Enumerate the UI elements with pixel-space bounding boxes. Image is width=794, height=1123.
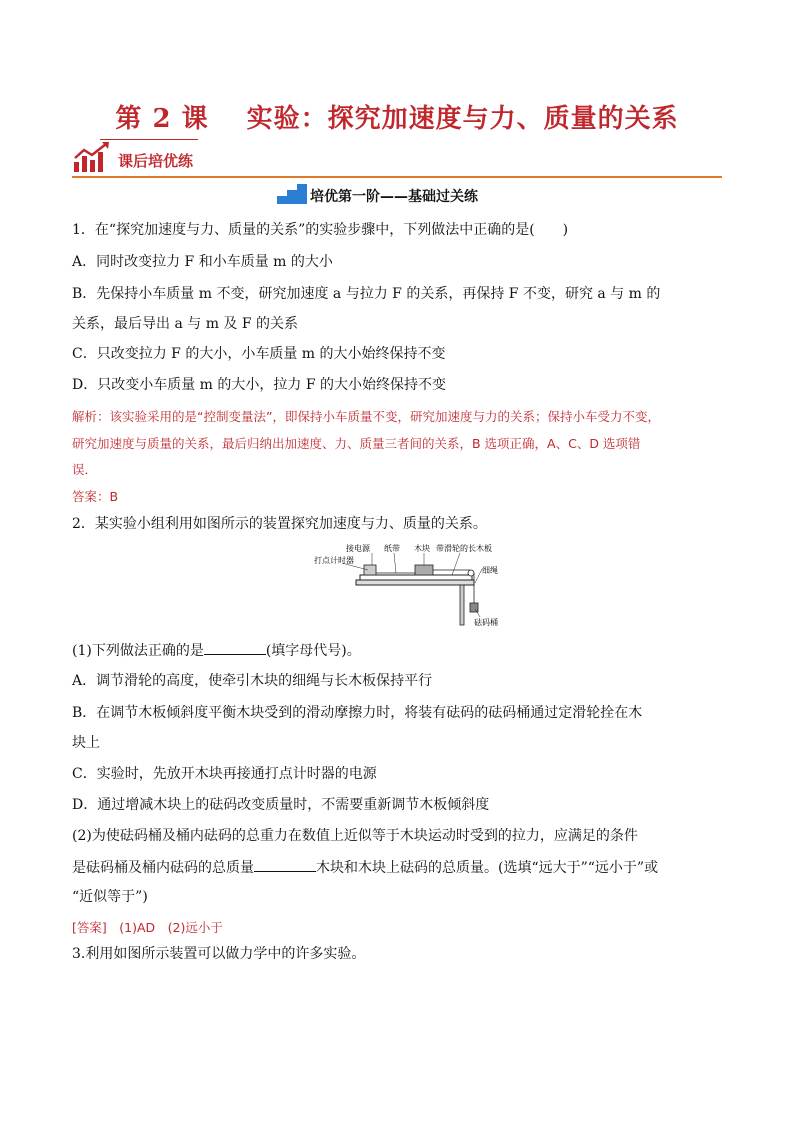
label-power: 接电源 — [346, 544, 370, 553]
growth-chart-icon — [72, 140, 112, 174]
q2-option-d: D．通过增减木块上的砝码改变质量时，不需要重新调节木板倾斜度 — [72, 797, 490, 813]
q1-analysis-line3: 误． — [72, 462, 98, 477]
stairs-icon — [277, 184, 307, 204]
q1-analysis-line2: 研究加速度与质量的关系，最后归纳出加速度、力、质量三者间的关系，B 选项正确，A、C、D 选项错 — [72, 436, 641, 451]
label-tape: 纸带 — [384, 544, 400, 553]
page-title — [0, 98, 794, 135]
q2-option-c: C．实验时，先放开木块再接通打点计时器的电源 — [72, 766, 377, 782]
q1-option-b-line2: 关系，最后导出 a 与 m 及 F 的关系 — [72, 316, 299, 332]
q2-option-b-line1: B．在调节木板倾斜度平衡木块受到的滑动摩擦力时，将装有砝码的砝码桶通过定滑轮拴在木 — [72, 705, 643, 721]
q2-stem: 2．某实验小组利用如图所示的装置探究加速度与力、质量的关系。 — [72, 516, 487, 532]
q2-part2-suffix: 木块和木块上砝码的总质量。(选填“远大于”“远小于”或 — [316, 860, 659, 876]
q1-option-c: C．只改变拉力 F 的大小，小车质量 m 的大小始终保持不变 — [72, 346, 446, 362]
q2-option-a: A．调节滑轮的高度，使牵引木块的细绳与长木板保持平行 — [72, 673, 433, 689]
q2-part1-prefix: (1)下列做法正确的是 — [72, 643, 204, 659]
q2-part1-suffix: (填字母代号)。 — [265, 643, 361, 659]
title-underline — [100, 139, 198, 140]
label-bucket: 砝码桶 — [474, 618, 498, 627]
q2-answer: [答案] (1)AD (2)远小于 — [72, 920, 223, 935]
q3-stem: 3.利用如图所示装置可以做力学中的许多实验。 — [72, 946, 366, 962]
q1-analysis-line1: 解析：该实验采用的是“控制变量法”，即保持小车质量不变，研究加速度与力的关系；保持小车受力不变， — [72, 409, 660, 424]
label-board: 带滑轮的长木板 — [436, 544, 492, 553]
q2-part2-prefix: 是砝码桶及桶内砝码的总质量 — [72, 860, 254, 876]
section-label: 课后培优练 — [118, 152, 194, 170]
q1-stem: 1．在“探究加速度与力、质量的关系”的实验步骤中，下列做法中正确的是( ) — [72, 222, 569, 238]
q2-part2-line1: (2)为使砝码桶及桶内砝码的总重力在数值上近似等于木块运动时受到的拉力，应满足的条件 — [72, 828, 638, 844]
q2-part1-stem — [72, 640, 361, 661]
q1-answer: 答案：B — [72, 489, 119, 504]
section-divider — [72, 176, 722, 178]
experiment-apparatus-figure — [312, 543, 502, 629]
q2-option-b-line2: 块上 — [72, 735, 100, 751]
answer-blank-1[interactable] — [204, 640, 266, 655]
q1-option-d: D．只改变小车质量 m 的大小，拉力 F 的大小始终保持不变 — [72, 377, 447, 393]
q2-part2-line3: “近似等于”) — [72, 889, 148, 905]
q1-option-b-line1: B．先保持小车质量 m 不变，研究加速度 a 与拉力 F 的关系，再保持 F 不变，研究 a 与 m 的 — [72, 286, 661, 302]
q1-option-a: A．同时改变拉力 F 和小车质量 m 的大小 — [72, 254, 333, 270]
lesson-number: 第 2 课 — [115, 104, 209, 134]
lesson-topic: 实验：探究加速度与力、质量的关系 — [246, 104, 679, 134]
answer-blank-2[interactable] — [254, 857, 316, 872]
label-block: 木块 — [414, 544, 430, 553]
subsection-heading: 培优第一阶——基础过关练 — [310, 189, 478, 205]
label-rope: 细绳 — [482, 566, 498, 575]
label-timer: 打点计时器 — [314, 556, 354, 565]
q2-part2-line2 — [72, 857, 658, 878]
